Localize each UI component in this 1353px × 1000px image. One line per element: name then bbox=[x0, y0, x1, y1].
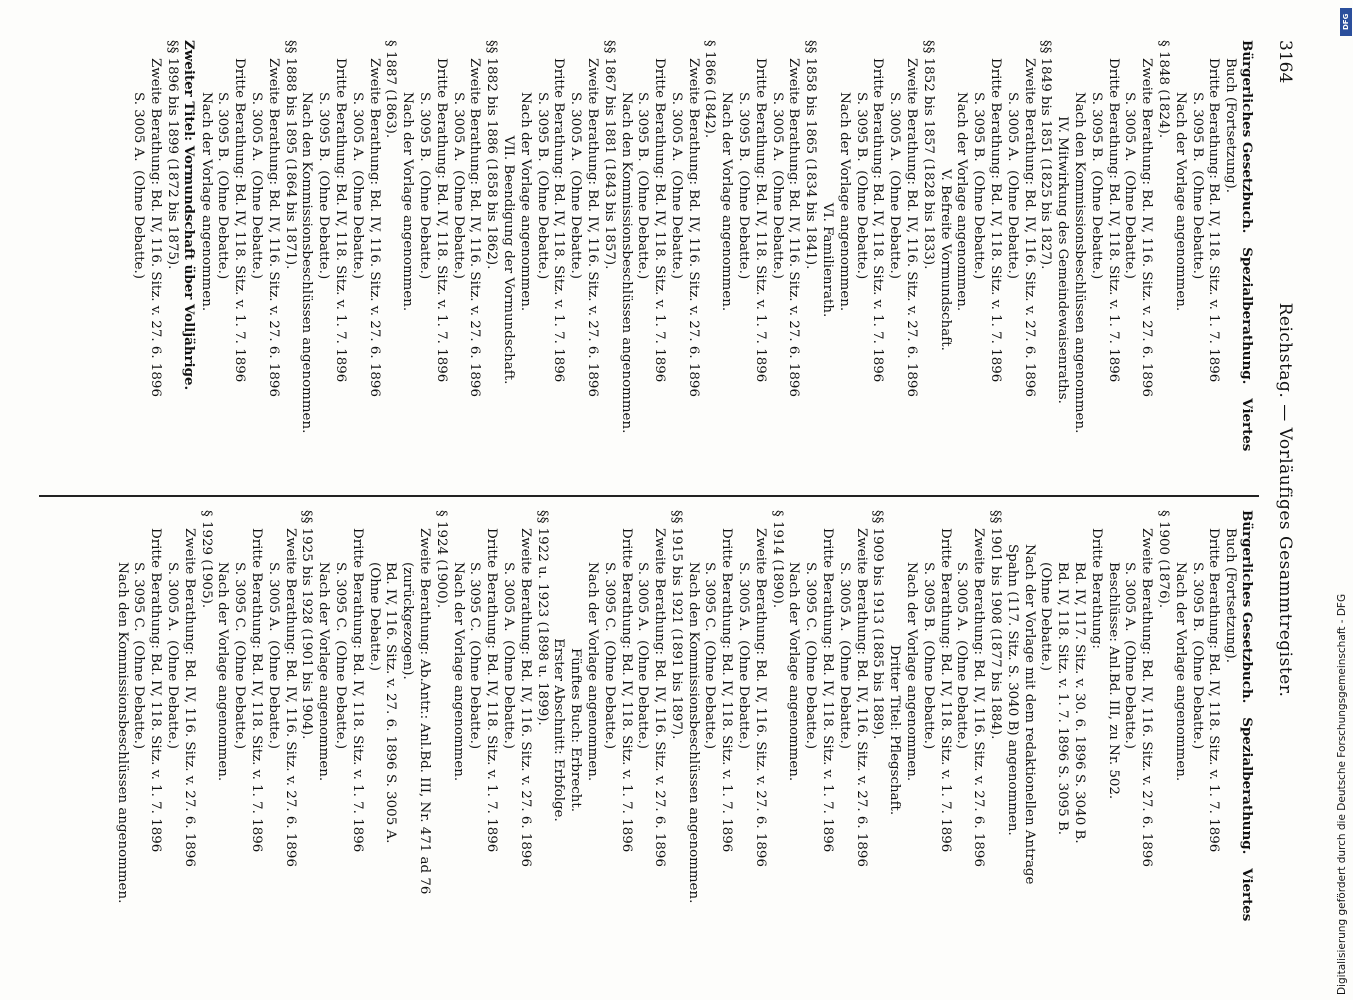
register-line: Zweite Berathung: Bd. IV, 116. Sitz. v. 27. 6. 1896 bbox=[904, 58, 920, 397]
register-line: S. 3005 A. (Ohne Debatte.) bbox=[1122, 562, 1138, 749]
register-line: Zweite Berathung: Bd. IV, 116. Sitz. v. 27. 6. 1896 bbox=[282, 528, 298, 867]
register-line: Dritte Berathung: Bd. IV, 118. Sitz. v. 1. 7. 1896 bbox=[433, 58, 449, 383]
register-line: Spahn (117. Sitz. S. 3040 B) angenommen. bbox=[1004, 544, 1020, 836]
digitization-note: Digitalisierung gefördert durch die Deutsche Forschungsgemeinschaft - DFG bbox=[1336, 593, 1348, 995]
register-line: Dritte Berathung: Bd. IV, 118. Sitz. v. 1. 7. 1896 bbox=[551, 58, 567, 383]
register-line: Dritte Berathung: Bd. IV, 118. Sitz. v. 1. 7. 1896 bbox=[332, 58, 348, 383]
register-line: Dritte Berathung: Bd. IV, 118. Sitz. v. 1. 7. 1896 bbox=[719, 528, 735, 853]
register-line: Fünftes Buch: Erbrecht. bbox=[568, 647, 584, 813]
register-line: § 1929 (1905). bbox=[198, 510, 214, 609]
register-line: Zweiter Titel: Vormundschaft über Volljährige. bbox=[180, 40, 197, 391]
register-line: Nach der Vorlage angenommen. bbox=[1172, 92, 1188, 312]
register-line: Dritte Berathung: Bd. IV, 118. Sitz. v. 1. 7. 1896 bbox=[232, 58, 248, 383]
register-line: §§ 1922 u. 1923 (1898 u. 1899). bbox=[534, 510, 550, 726]
register-line: Dritte Berathung: Bd. IV, 118. Sitz. v. 1. 7. 1896 bbox=[988, 58, 1004, 383]
register-line: § 1924 (1900). bbox=[433, 510, 449, 609]
register-line: §§ 1858 bis 1865 (1834 bis 1841). bbox=[803, 40, 819, 270]
register-line: Zweite Berathung: Bd. IV, 116. Sitz. v. 27. 6. 1896 bbox=[517, 528, 533, 867]
column-divider bbox=[39, 495, 1259, 497]
register-line: S. 3005 A. (Ohne Debatte.) bbox=[954, 562, 970, 749]
register-line: S. 3095 C. (Ohne Debatte.) bbox=[467, 562, 483, 750]
register-line: Dritte Berathung: Bd. IV, 118. Sitz. v. 1. 7. 1896 bbox=[820, 528, 836, 853]
register-line: Zweite Berathung: Bd. IV, 116. Sitz. v. 27. 6. 1896 bbox=[148, 58, 164, 397]
register-line: S. 3095 C. (Ohne Debatte.) bbox=[601, 562, 617, 750]
register-line: Dritte Berathung: Bd. IV, 118. Sitz. v. 1. 7. 1896 bbox=[148, 528, 164, 853]
register-line: §§ 1915 bis 1921 (1891 bis 1897). bbox=[668, 510, 684, 740]
dfg-logo: DFG bbox=[1340, 8, 1352, 36]
register-line: S. 3005 A. (Ohne Debatte.) bbox=[736, 562, 752, 749]
register-line: (Ohne Debatte.) bbox=[1038, 562, 1054, 672]
register-line: §§ 1925 bis 1928 (1901 bis 1904). bbox=[299, 510, 315, 740]
register-line: Nach der Vorlage angenommen. bbox=[517, 92, 533, 312]
register-line: § 1914 (1890). bbox=[769, 510, 785, 609]
register-line: S. 3095 B. (Ohne Debatte.) bbox=[853, 92, 869, 280]
register-line: S. 3095 B. (Ohne Debatte.) bbox=[1189, 562, 1205, 750]
register-line: Nach der Vorlage mit dem redaktionellen Antrage bbox=[1021, 544, 1037, 885]
register-line: Nach der Vorlage angenommen. bbox=[450, 562, 466, 782]
register-line: Nach der Vorlage angenommen. bbox=[198, 92, 214, 312]
register-line: Dritte Berathung: Bd. IV, 118. Sitz. v. 1. 7. 1896 bbox=[1206, 528, 1222, 853]
register-line: Bd. IV, 116. Sitz. v. 27. 6. 1896 S. 3005 A. bbox=[383, 562, 399, 844]
register-line: Zweite Berathung: Bd. IV, 116. Sitz. v. 27. 6. 1896 bbox=[652, 528, 668, 867]
register-line: Nach den Kommissionsbeschlüssen angenommen. bbox=[618, 92, 634, 434]
register-line: Nach der Vorlage angenommen. bbox=[719, 92, 735, 312]
register-line: Zweite Berathung: Ab.Antr.: Anl.Bd. III, Nr. 471 ad 76 bbox=[416, 528, 432, 895]
register-line: S. 3095 C. (Ohne Debatte.) bbox=[131, 562, 147, 750]
register-line: Nach den Kommissionsbeschlüssen angenommen. bbox=[1072, 92, 1088, 434]
register-line: §§ 1901 bis 1908 (1877 bis 1884). bbox=[988, 510, 1004, 740]
register-line: §§ 1849 bis 1851 (1825 bis 1827). bbox=[1038, 40, 1054, 270]
page-number: 3164 bbox=[1275, 40, 1295, 84]
register-line: S. 3005 A. (Ohne Debatte.) bbox=[500, 562, 516, 749]
register-line: Nach der Vorlage angenommen. bbox=[904, 562, 920, 782]
register-line: S. 3005 A. (Ohne Debatte.) bbox=[450, 92, 466, 279]
register-line: Dritte Berathung: Bd. IV, 118. Sitz. v. 1. 7. 1896 bbox=[652, 58, 668, 383]
register-line: Nach den Kommissionsbeschlüssen angenommen. bbox=[299, 92, 315, 434]
running-title: Reichstag. — Vorläufiges Gesammtregister. bbox=[1275, 302, 1295, 698]
register-line: IV. Mitwirkung des Gemeindewaisenraths. bbox=[1055, 116, 1071, 404]
register-line: S. 3095 C. (Ohne Debatte.) bbox=[702, 562, 718, 750]
register-line: Nach der Vorlage angenommen. bbox=[316, 562, 332, 782]
register-line: Dritte Berathung: Bd. IV, 118. Sitz. v. 1. 7. 1896 bbox=[618, 528, 634, 853]
register-line: (Ohne Debatte.) bbox=[366, 562, 382, 672]
register-line: §§ 1852 bis 1857 (1828 bis 1833). bbox=[920, 40, 936, 270]
register-line: S. 3095 C. (Ohne Debatte.) bbox=[232, 562, 248, 750]
register-line: Zweite Berathung: Bd. IV, 116. Sitz. v. 27. 6. 1896 bbox=[366, 58, 382, 397]
register-line: Zweite Berathung: Bd. IV, 116. Sitz. v. 27. 6. 1896 bbox=[685, 58, 701, 397]
register-line: Nach der Vorlage angenommen. bbox=[786, 562, 802, 782]
register-line: § 1900 (1876). bbox=[1156, 510, 1172, 609]
register-line: § 1848 (1824). bbox=[1156, 40, 1172, 139]
register-line: S. 3095 B. (Ohne Debatte.) bbox=[215, 92, 231, 280]
register-line: Zweite Berathung: Bd. IV, 116. Sitz. v. 27. 6. 1896 bbox=[1139, 58, 1155, 397]
rotated-page-content bbox=[35, 40, 1295, 960]
register-line: § 1866 (1842). bbox=[702, 40, 718, 139]
register-line: Dritte Berathung: Bd. IV, 118. Sitz. v. 1. 7. 1896 bbox=[248, 528, 264, 853]
register-line: Zweite Berathung: Bd. IV, 116. Sitz. v. 27. 6. 1896 bbox=[853, 528, 869, 867]
register-line: Zweite Berathung: Bd. IV, 116. Sitz. v. 27. 6. 1896 bbox=[971, 528, 987, 867]
register-line: Nach der Vorlage angenommen. bbox=[215, 562, 231, 782]
register-line: Zweite Berathung: Bd. IV, 116. Sitz. v. 27. 6. 1896 bbox=[265, 58, 281, 397]
register-line: S. 3095 C. (Ohne Debatte.) bbox=[803, 562, 819, 750]
register-line: Bürgerliches Gesetzbuch. Spezialberathung. Viertes bbox=[1239, 510, 1255, 922]
register-line: Dritter Titel: Pflegschaft. bbox=[887, 644, 903, 816]
register-line: Nach der Vorlage angenommen. bbox=[954, 92, 970, 312]
register-line: Nach der Vorlage angenommen. bbox=[584, 562, 600, 782]
page-header bbox=[1269, 40, 1295, 960]
register-line: S. 3005 A. (Ohne Debatte.) bbox=[131, 92, 147, 279]
register-line: S. 3005 A. (Ohne Debatte.) bbox=[568, 92, 584, 279]
register-line: §§ 1867 bis 1881 (1843 bis 1857). bbox=[601, 40, 617, 270]
register-line: S. 3095 B. (Ohne Debatte.) bbox=[971, 92, 987, 280]
register-line: Nach der Vorlage angenommen. bbox=[400, 92, 416, 312]
register-line: S. 3005 A. (Ohne Debatte.) bbox=[248, 92, 264, 279]
register-line: Buch (Fortsetzung). bbox=[1223, 58, 1239, 194]
register-line: Zweite Berathung: Bd. IV, 116. Sitz. v. 27. 6. 1896 bbox=[467, 58, 483, 397]
register-line: Dritte Berathung: Bd. IV, 118. Sitz. v. 1. 7. 1896 bbox=[937, 528, 953, 853]
register-line: S. 3095 B. (Ohne Debatte.) bbox=[416, 92, 432, 280]
register-line: VII. Beendigung der Vormundschaft. bbox=[500, 135, 516, 385]
register-line: VI. Familienrath. bbox=[820, 202, 836, 318]
register-line: S. 3095 B. (Ohne Debatte.) bbox=[534, 92, 550, 280]
register-line: Zweite Berathung: Bd. IV, 116. Sitz. v. 27. 6. 1896 bbox=[1021, 58, 1037, 397]
register-line: S. 3095 C. (Ohne Debatte.) bbox=[332, 562, 348, 750]
register-line: (zurückgezogen). bbox=[400, 562, 416, 680]
register-line: Dritte Berathung: Bd. IV, 118. Sitz. v. 1. 7. 1896 bbox=[752, 58, 768, 383]
register-line: V. Befreite Vormundschaft. bbox=[937, 169, 953, 351]
register-line: S. 3005 A. (Ohne Debatte.) bbox=[769, 92, 785, 279]
register-line: S. 3005 A. (Ohne Debatte.) bbox=[265, 562, 281, 749]
register-line: Dritte Berathung: bbox=[1088, 528, 1104, 649]
register-line: Zweite Berathung: Bd. IV, 116. Sitz. v. 27. 6. 1896 bbox=[1139, 528, 1155, 867]
register-line: Dritte Berathung: Bd. IV, 118. Sitz. v. 1. 7. 1896 bbox=[484, 528, 500, 853]
register-line: S. 3005 A. (Ohne Debatte.) bbox=[1122, 92, 1138, 279]
register-line: Bürgerliches Gesetzbuch. Spezialberathung. Viertes bbox=[1239, 40, 1255, 452]
register-line: S. 3095 B. (Ohne Debatte.) bbox=[736, 92, 752, 280]
register-line: S. 3095 B. (Ohne Debatte.) bbox=[920, 562, 936, 750]
register-line: Dritte Berathung: Bd. IV, 118. Sitz. v. 1. 7. 1896 bbox=[349, 528, 365, 853]
register-line: Nach den Kommissionsbeschlüssen angenommen. bbox=[114, 562, 130, 904]
register-line: Erster Abschnitt: Erbfolge. bbox=[551, 638, 567, 822]
register-line: Dritte Berathung: Bd. IV, 118. Sitz. v. 1. 7. 1896 bbox=[1206, 58, 1222, 383]
register-line: Zweite Berathung: Bd. IV, 116. Sitz. v. 27. 6. 1896 bbox=[786, 58, 802, 397]
register-line: Nach der Vorlage angenommen. bbox=[1172, 562, 1188, 782]
register-line: S. 3095 B. (Ohne Debatte.) bbox=[1088, 92, 1104, 280]
register-line: §§ 1882 bis 1886 (1858 bis 1862). bbox=[484, 40, 500, 270]
register-line: Nach der Vorlage angenommen. bbox=[836, 92, 852, 312]
register-line: §§ 1896 bis 1899 (1872 bis 1875). bbox=[165, 40, 180, 270]
register-line: Bd. IV, 118. Sitz. v. 1. 7. 1896 S. 3095 B. bbox=[1055, 562, 1071, 836]
right-column bbox=[113, 510, 1255, 950]
register-line: S. 3095 B. (Ohne Debatte.) bbox=[1189, 92, 1205, 280]
register-line: S. 3095 B. (Ohne Debatte.) bbox=[635, 92, 651, 280]
register-line: § 1887 (1863). bbox=[383, 40, 399, 139]
register-line: §§ 1888 bis 1895 (1864 bis 1871). bbox=[282, 40, 298, 270]
register-line: Beschlüsse: Anl.Bd. III, zu Nr. 502. bbox=[1105, 562, 1121, 800]
register-line: Buch (Fortsetzung). bbox=[1223, 528, 1239, 664]
register-line: S. 3095 B. (Ohne Debatte.) bbox=[316, 92, 332, 280]
register-line: Zweite Berathung: Bd. IV, 116. Sitz. v. 27. 6. 1896 bbox=[181, 528, 197, 867]
left-column bbox=[130, 40, 1255, 480]
register-line: Nach den Kommissionsbeschlüssen angenommen. bbox=[685, 562, 701, 904]
register-line: S. 3005 A. (Ohne Debatte.) bbox=[349, 92, 365, 279]
register-line: S. 3005 A. (Ohne Debatte.) bbox=[836, 562, 852, 749]
register-line: Dritte Berathung: Bd. IV, 118. Sitz. v. 1. 7. 1896 bbox=[1105, 58, 1121, 383]
register-line: Zweite Berathung: Bd. IV, 116. Sitz. v. 27. 6. 1896 bbox=[584, 58, 600, 397]
register-line: S. 3005 A. (Ohne Debatte.) bbox=[635, 562, 651, 749]
register-line: Zweite Berathung: Bd. IV, 116. Sitz. v. 27. 6. 1896 bbox=[752, 528, 768, 867]
register-line: S. 3005 A. (Ohne Debatte.) bbox=[668, 92, 684, 279]
register-line: S. 3005 A. (Ohne Debatte.) bbox=[165, 562, 180, 749]
register-line: Bd. IV, 117. Sitz. v. 30. 6. 1896 S. 3040 B. bbox=[1072, 562, 1088, 844]
register-line: Dritte Berathung: Bd. IV, 118. Sitz. v. 1. 7. 1896 bbox=[870, 58, 886, 383]
register-line: S. 3005 A. (Ohne Debatte.) bbox=[887, 92, 903, 279]
register-line: §§ 1909 bis 1913 (1885 bis 1889). bbox=[870, 510, 886, 740]
register-line: S. 3005 A. (Ohne Debatte.) bbox=[1004, 92, 1020, 279]
